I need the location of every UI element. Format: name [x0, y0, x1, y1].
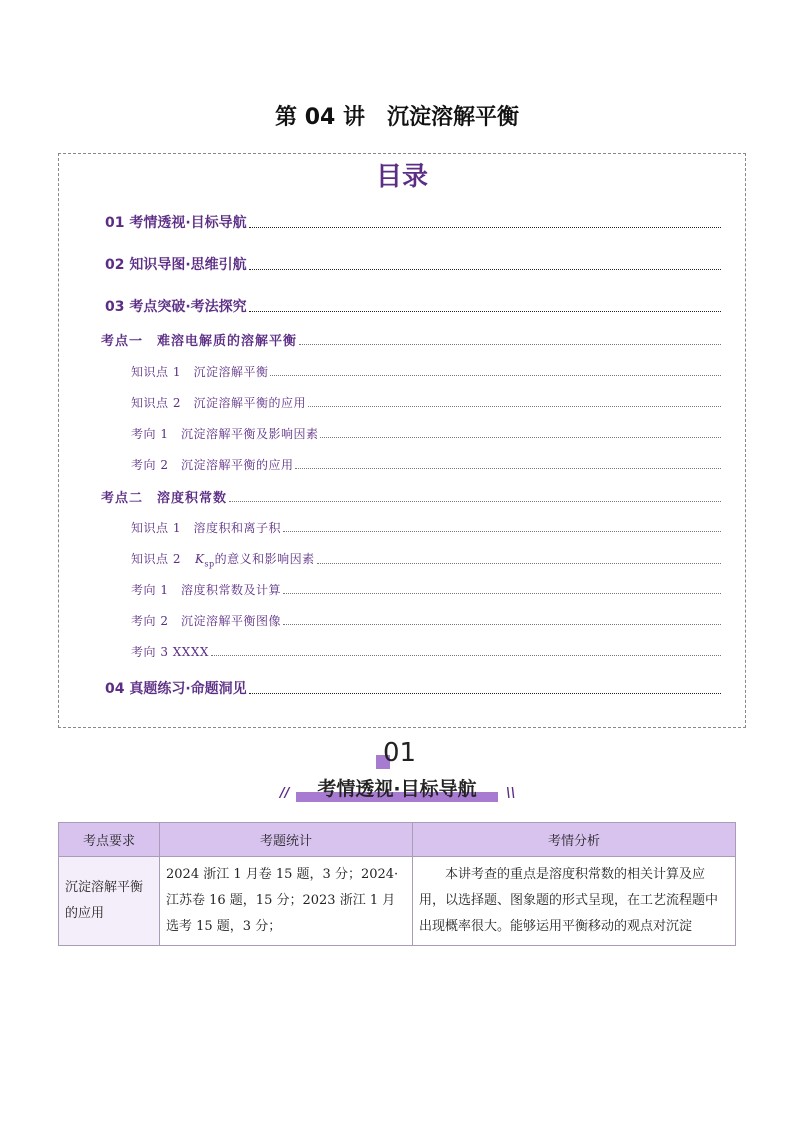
toc-entry[interactable] [101, 330, 721, 349]
leader-dots [249, 310, 721, 312]
leader-dots [308, 405, 721, 407]
section-number: 01 [383, 738, 417, 768]
table-cell-requirement: 沉淀溶解平衡的应用 [59, 857, 160, 946]
leader-dots [320, 436, 721, 438]
toc-entry[interactable] [105, 296, 721, 316]
toc-box [58, 153, 746, 728]
toc-entry-label: 知识点 1 沉淀溶解平衡 [131, 365, 269, 379]
toc-entry-label: 考向 2 沉淀溶解平衡图像 [131, 614, 281, 628]
toc-entry[interactable] [131, 456, 721, 473]
table-cell-analysis: 本讲考查的重点是溶度积常数的相关计算及应用，以选择题、图象题的形式呈现，在工艺流程题中出现概率很大。能够运用平衡移动的观点对沉淀 [413, 857, 736, 946]
toc-entry[interactable] [105, 212, 721, 232]
leader-dots [283, 530, 721, 532]
toc-entry[interactable] [131, 550, 721, 568]
toc-entry[interactable] [131, 581, 721, 598]
toc-entry-label: 考向 3 XXXX [131, 645, 209, 659]
section-banner [0, 738, 794, 804]
table-header-cell: 考情分析 [413, 823, 736, 857]
ksp-symbol: K [194, 552, 205, 566]
table-header-cell: 考题统计 [160, 823, 413, 857]
toc-entry-label: 考向 2 沉淀溶解平衡的应用 [131, 458, 294, 472]
toc-entry-label: 04 真题练习·命题洞见 [105, 681, 247, 697]
leader-dots [249, 692, 721, 694]
toc-entry-label: 考向 1 沉淀溶解平衡及影响因素 [131, 427, 319, 441]
toc-entry-label [131, 550, 315, 568]
toc-entry[interactable] [101, 487, 721, 506]
toc-heading: 目录 [375, 162, 428, 192]
leader-dots [229, 500, 721, 502]
leader-dots [317, 562, 721, 564]
toc-entry[interactable] [131, 394, 721, 411]
section-title: 考情透视·目标导航 [317, 778, 477, 800]
toc-entry-label: 01 考情透视·目标导航 [105, 215, 247, 231]
toc-entry[interactable] [131, 519, 721, 536]
toc-entry-label: 知识点 2 沉淀溶解平衡的应用 [131, 396, 306, 410]
toc-entry-prefix: 知识点 2 [131, 552, 181, 566]
toc-entry-label: 知识点 1 溶度积和离子积 [131, 521, 281, 535]
leader-dots [249, 268, 721, 270]
toc-entry[interactable] [105, 678, 721, 698]
toc-entry[interactable] [105, 254, 721, 274]
toc-entry-label: 考点二 溶度积常数 [101, 491, 228, 506]
banner-slash-left: // [280, 786, 290, 801]
table-cell-statistics: 2024 浙江 1 月卷 15 题，3 分；2024·江苏卷 16 题，15 分；2023 浙江 1 月选考 15 题，3 分； [160, 857, 413, 946]
banner-slash-right: \\ [506, 786, 516, 801]
leader-dots [299, 343, 721, 345]
toc-entry-label: 考向 1 溶度积常数及计算 [131, 583, 281, 597]
page-title: 第 04 讲 沉淀溶解平衡 [275, 105, 519, 130]
leader-dots [270, 374, 721, 376]
toc-entry[interactable] [131, 643, 721, 660]
table-header-row [59, 823, 736, 857]
toc-entry[interactable] [131, 363, 721, 380]
table-row [59, 857, 736, 946]
toc-entry-suffix: 的意义和影响因素 [214, 552, 315, 566]
leader-dots [249, 226, 721, 228]
leader-dots [283, 592, 721, 594]
leader-dots [211, 654, 721, 656]
toc-entry[interactable] [131, 425, 721, 442]
toc-entry-label: 03 考点突破·考法探究 [105, 299, 247, 315]
table-header-cell: 考点要求 [59, 823, 160, 857]
leader-dots [283, 623, 721, 625]
leader-dots [295, 467, 721, 469]
toc-entry[interactable] [131, 612, 721, 629]
toc-entry-label: 02 知识导图·思维引航 [105, 257, 247, 273]
toc-entry-label: 考点一 难溶电解质的溶解平衡 [101, 334, 298, 349]
section-title-bar [296, 774, 498, 802]
ksp-subscript: sp [204, 559, 215, 569]
exam-info-table [58, 822, 736, 946]
